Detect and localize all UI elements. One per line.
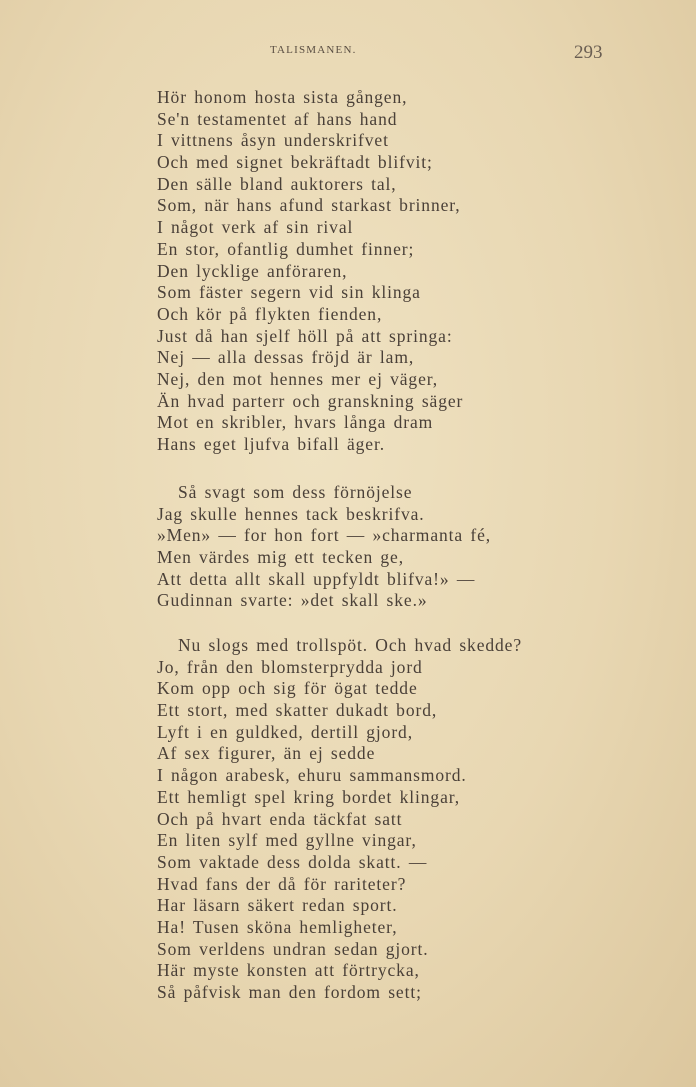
verse-line: Den lycklige anföraren, [157,260,348,281]
verse-line: I något verk af sin rival [157,217,354,238]
verse-line: Här myste konsten att förtrycka, [157,960,420,981]
verse-line: Kom opp och sig för ögat tedde [157,678,418,699]
verse-line: I någon arabesk, ehuru sammansmord. [157,765,467,786]
stanza-3 [157,635,522,1004]
verse-line: Än hvad parterr och granskning säger [157,390,464,411]
verse-line: Hör honom hosta sista gången, [157,87,408,107]
page-number: 293 [574,42,603,63]
verse-line: En stor, ofantlig dumhet finner; [157,238,415,259]
verse-line: »Men» — for hon fort — »charmanta fé, [157,525,492,546]
verse-line: Och med signet bekräftadt blifvit; [157,152,433,173]
verse-line: Hans eget ljufva bifall äger. [157,434,385,454]
verse-line: Af sex figurer, än ej sedde [157,743,376,764]
verse-line: Ha! Tusen sköna hemligheter, [157,916,398,937]
verse-line: Jo, från den blomsterprydda jord [157,656,423,677]
verse-line: Ett hemligt spel kring bordet klingar, [157,786,461,807]
verse-line: Lyft i en guldked, dertill gjord, [157,721,413,742]
running-header-title: TALISMANEN. [270,44,357,56]
verse-line: Så svagt som dess förnöjelse [178,482,413,502]
verse-line: Att detta allt skall uppfyldt blifva!» — [157,568,476,589]
verse-line: Just då han sjelf höll på att springa: [157,325,453,346]
stanza-2 [157,482,491,612]
verse-line: Nu slogs med trollspöt. Och hvad skedde? [178,635,522,655]
verse-line: Nej, den mot hennes mer ej väger, [157,368,439,389]
verse-line: Gudinnan svarte: »det skall ske.» [157,590,428,611]
verse-line: Men värdes mig ett tecken ge, [157,547,404,568]
verse-line: Som, när hans afund starkast brinner, [157,195,461,216]
verse-line: Nej — alla dessas fröjd är lam, [157,347,415,368]
verse-line: Och kör på flykten fienden, [157,303,383,324]
verse-line: I vittnens åsyn underskrifvet [157,130,389,151]
verse-line: Den sälle bland auktorers tal, [157,173,397,194]
verse-line: Ett stort, med skatter dukadt bord, [157,700,438,721]
verse-line: Som fäster segern vid sin klinga [157,282,421,303]
verse-line: Har läsarn säkert redan sport. [157,895,398,916]
verse-line: Som verldens undran sedan gjort. [157,938,429,959]
verse-line: Hvad fans der då för rariteter? [157,873,407,894]
stanza-1 [157,87,463,456]
verse-line: En liten sylf med gyllne vingar, [157,830,417,851]
verse-line: Så påfvisk man den fordom sett; [157,982,422,1002]
verse-line: Och på hvart enda täckfat satt [157,808,403,829]
verse-line: Se'n testamentet af hans hand [157,108,398,129]
verse-line: Som vaktade dess dolda skatt. — [157,851,428,872]
verse-line: Jag skulle hennes tack beskrifva. [157,503,425,524]
verse-line: Mot en skribler, hvars långa dram [157,412,434,433]
